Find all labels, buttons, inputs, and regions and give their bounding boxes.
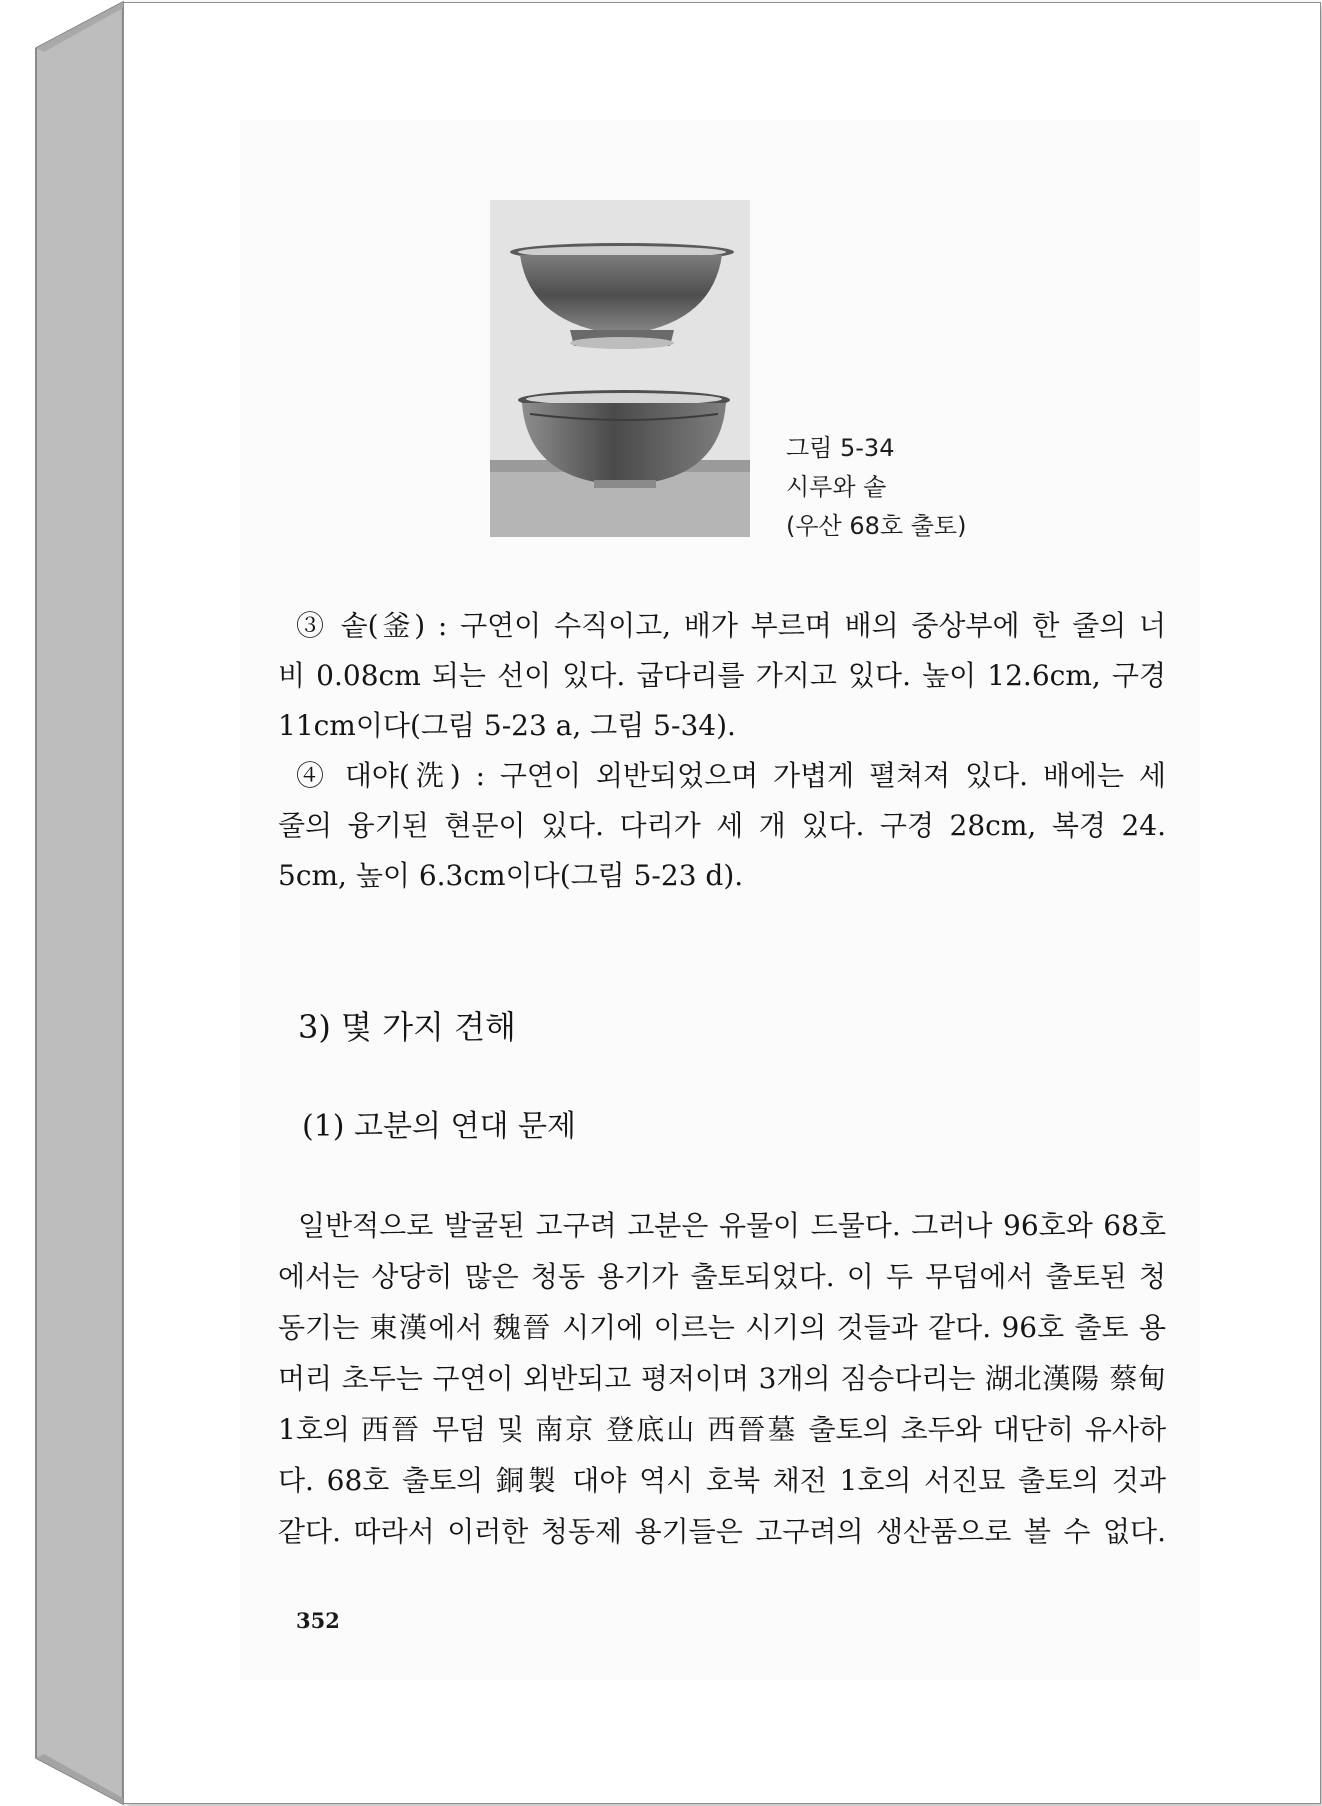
page-number: 352 [296,1608,340,1633]
paragraph-line: 일반적으로 발굴된 고구려 고분은 유물이 드물다. 그러나 96호와 68호 [298,1209,1166,1242]
paragraph-line: 5cm, 높이 6.3cm이다(그림 5-23 d). [278,859,744,892]
figure-caption-source: (우산 68호 출토) [786,512,967,540]
vessel-photo [490,200,750,537]
paragraph-line: 비 0.08cm 되는 선이 있다. 굽다리를 가지고 있다. 높이 12.6cm, 구경 [278,659,1166,692]
paragraph-line: 에서는 상당히 많은 청동 용기가 출토되었다. 이 두 무덤에서 출토된 청 [278,1260,1166,1293]
paragraph-line: ③ 솥(釜) : 구연이 수직이고, 배가 부르며 배의 중상부에 한 줄의 너 [296,609,1166,642]
paragraph-line: 1호의 西晉 무덤 및 南京 登底山 西晉墓 출토의 초두와 대단히 유사하 [278,1413,1166,1446]
figure-caption-title: 시루와 솥 [786,473,887,501]
section-heading: 3) 몇 가지 견해 [298,1008,516,1046]
paragraph-line: 11cm이다(그림 5-23 a, 그림 5-34). [278,709,736,742]
book-spine-edge [0,0,125,1806]
paragraph-line: 동기는 東漢에서 魏晉 시기에 이르는 시기의 것들과 같다. 96호 출토 용 [278,1311,1166,1344]
figure-caption-number: 그림 5-34 [786,434,895,462]
paragraph-line: 다. 68호 출토의 銅製 대야 역시 호북 채전 1호의 서진묘 출토의 것과 [278,1464,1166,1497]
paragraph-line: 머리 초두는 구연이 외반되고 평저이며 3개의 짐승다리는 湖北漢陽 蔡甸 [278,1362,1166,1395]
paragraph-line: 같다. 따라서 이러한 청동제 용기들은 고구려의 생산품으로 볼 수 없다. [278,1515,1166,1548]
paragraph-line: ④ 대야(洗) : 구연이 외반되었으며 가볍게 펼쳐져 있다. 배에는 세 [296,759,1166,792]
paragraph-line: 줄의 융기된 현문이 있다. 다리가 세 개 있다. 구경 28cm, 복경 24. [278,809,1166,842]
subsection-heading: (1) 고분의 연대 문제 [302,1109,576,1144]
